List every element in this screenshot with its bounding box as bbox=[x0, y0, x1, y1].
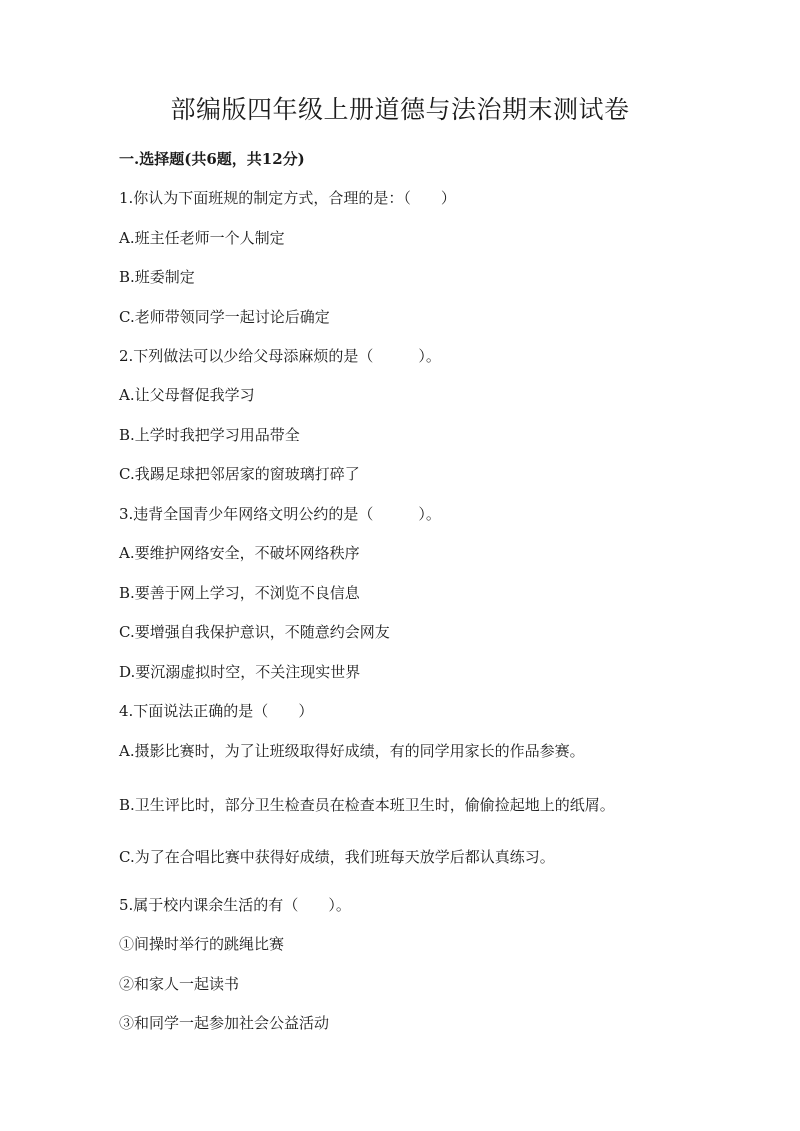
question-3-option-d: D.要沉溺虚拟时空，不关注现实世界 bbox=[119, 663, 361, 681]
question-2-option-b: B.上学时我把学习用品带全 bbox=[119, 426, 300, 444]
question-2-option-c: C.我踢足球把邻居家的窗玻璃打碎了 bbox=[119, 465, 360, 483]
question-5-stem: 5.属于校内课余生活的有（ ）。 bbox=[119, 896, 351, 914]
question-3-stem: 3.违背全国青少年网络文明公约的是（ ）。 bbox=[119, 505, 441, 523]
question-3-option-c: C.要增强自我保护意识，不随意约会网友 bbox=[119, 623, 390, 641]
question-4-option-b: B.卫生评比时，部分卫生检查员在检查本班卫生时，偷偷捡起地上的纸屑。 bbox=[119, 796, 615, 814]
question-5-item-1: ①间操时举行的跳绳比赛 bbox=[119, 935, 285, 953]
question-5-item-3: ③和同学一起参加社会公益活动 bbox=[119, 1014, 330, 1032]
question-1-option-a: A.班主任老师一个人制定 bbox=[119, 229, 285, 247]
question-4-option-a: A.摄影比赛时，为了让班级取得好成绩，有的同学用家长的作品参赛。 bbox=[119, 742, 585, 760]
question-1-option-c: C.老师带领同学一起讨论后确定 bbox=[119, 308, 330, 326]
question-2-option-a: A.让父母督促我学习 bbox=[119, 386, 255, 404]
question-3-option-a: A.要维护网络安全，不破坏网络秩序 bbox=[119, 544, 360, 562]
question-4-option-c: C.为了在合唱比赛中获得好成绩，我们班每天放学后都认真练习。 bbox=[119, 848, 555, 866]
question-1-stem: 1.你认为下面班规的制定方式，合理的是：（ ） bbox=[119, 189, 456, 207]
question-2-stem: 2.下列做法可以少给父母添麻烦的是（ ）。 bbox=[119, 347, 441, 365]
question-5-item-2: ②和家人一起读书 bbox=[119, 975, 240, 993]
question-3-option-b: B.要善于网上学习，不浏览不良信息 bbox=[119, 584, 360, 602]
exam-title: 部编版四年级上册道德与法治期末测试卷 bbox=[170, 95, 630, 124]
section-heading: 一.选择题(共6题，共12分) bbox=[119, 150, 305, 168]
question-1-option-b: B.班委制定 bbox=[119, 268, 195, 286]
question-4-stem: 4.下面说法正确的是（ ） bbox=[119, 702, 314, 720]
